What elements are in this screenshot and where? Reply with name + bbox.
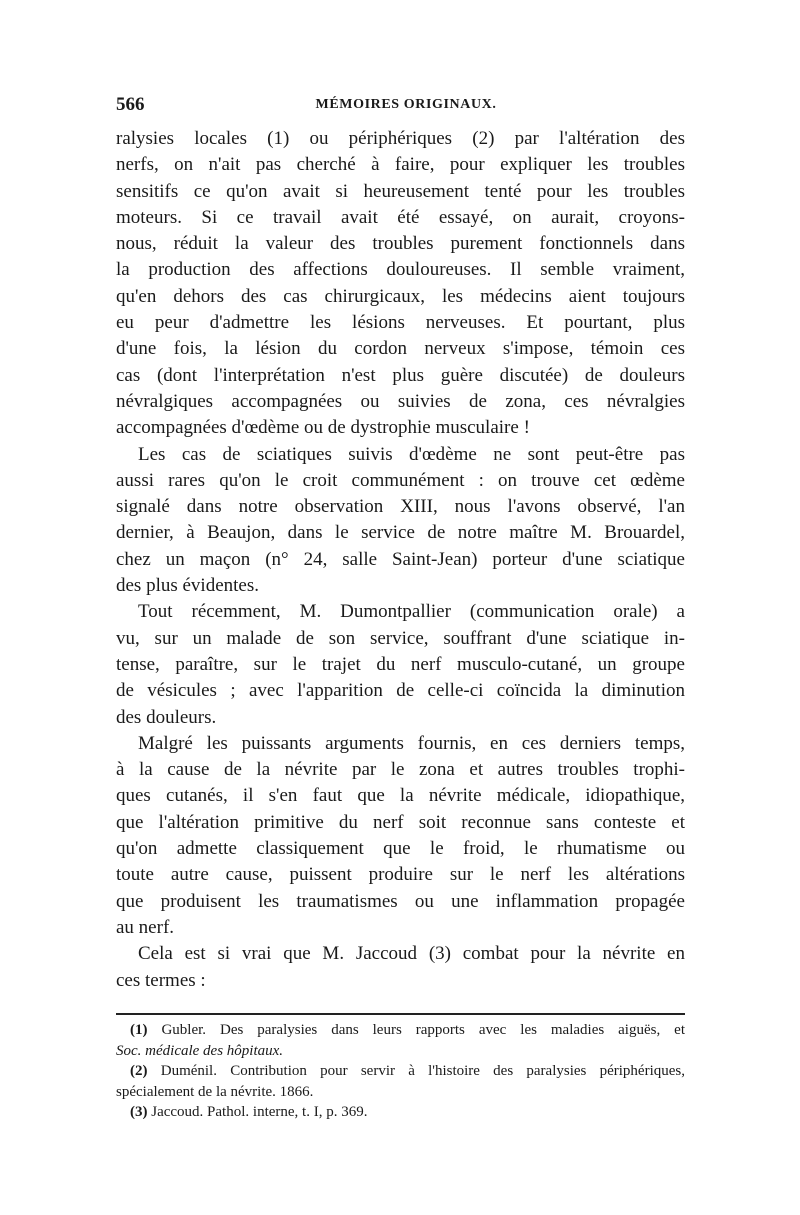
footnote-number: (1)	[130, 1022, 148, 1038]
text-line: névralgiques accompagnées ou suivies de zona, ces névralgies	[116, 390, 685, 412]
text-line: nerfs, on n'ait pas cherché à faire, pour expliquer les troubles	[116, 154, 685, 176]
text-line: au nerf.	[116, 916, 175, 938]
text-line: d'une fois, la lésion du cordon nerveux s'impose, témoin ces	[116, 338, 685, 360]
paragraph-start: Les cas de sciatiques suivis d'œdème ne sont peut-être pas	[138, 443, 685, 465]
text-line: moteurs. Si ce travail avait été essayé, on aurait, croyons-	[116, 206, 685, 228]
footnote-2-continued: spécialement de la névrite. 1866.	[116, 1083, 314, 1100]
text-line: signalé dans notre observation XIII, nous l'avons observé, l'an	[116, 496, 685, 518]
text-line: qu'en dehors des cas chirurgicaux, les médecins aient toujours	[116, 285, 685, 307]
text-line: des douleurs.	[116, 706, 217, 728]
text-line: qu'on admette classiquement que le froid, le rhumatisme ou	[116, 838, 685, 860]
footnote-number: (3)	[130, 1104, 148, 1120]
text-line: à la cause de la névrite par le zona et autres troubles trophi-	[116, 759, 685, 781]
text-line: ques cutanés, il s'en faut que la névrite médicale, idiopathique,	[116, 785, 685, 807]
text-line: accompagnées d'œdème ou de dystrophie musculaire !	[116, 417, 530, 439]
text-line: nous, réduit la valeur des troubles purement fonctionnels dans	[116, 233, 685, 255]
text-line: eu peur d'admettre les lésions nerveuses. Et pourtant, plus	[116, 312, 685, 334]
body-text	[116, 126, 685, 994]
text-line: que l'altération primitive du nerf soit reconnue sans conteste et	[116, 811, 685, 833]
footnote-text: Duménil. Contribution pour servir à l'histoire des paralysies périphériques,	[160, 1063, 685, 1079]
footnotes	[116, 1020, 685, 1123]
text-line: que produisent les traumatismes ou une inflammation propagée	[116, 890, 685, 912]
text-line: ces termes :	[116, 969, 206, 991]
text-line: sensitifs ce qu'on avait si heureusement tenté pour les troubles	[116, 180, 685, 202]
footnote-2	[116, 1061, 685, 1082]
text-line: la production des affections douloureuses. Il semble vraiment,	[116, 259, 685, 281]
footnote-text: Gubler. Des paralysies dans leurs rapports avec les maladies aiguës, et	[161, 1022, 686, 1038]
footnote-1-continued	[116, 1041, 685, 1062]
text-line: ralysies locales (1) ou périphériques (2) par l'altération des	[116, 128, 685, 149]
text-line: dernier, à Beaujon, dans le service de notre maître M. Brouardel,	[116, 522, 685, 544]
paragraph-start: Malgré les puissants arguments fournis, en ces derniers temps,	[138, 732, 685, 754]
footnote-text: Jaccoud. Pathol. interne, t. I, p. 369.	[151, 1104, 368, 1120]
text-line: vu, sur un malade de son service, souffrant d'une sciatique in-	[116, 627, 685, 649]
paragraph-start: Cela est si vrai que M. Jaccoud (3) combat pour la névrite en	[138, 943, 685, 965]
text-line: chez un maçon (n° 24, salle Saint-Jean) porteur d'une sciatique	[116, 548, 685, 570]
page-header	[116, 94, 696, 118]
text-line: toute autre cause, puissent produire sur le nerf les altérations	[116, 864, 685, 886]
running-title: MÉMOIRES ORIGINAUX.	[315, 97, 497, 112]
page-number: 566	[116, 94, 145, 115]
text-line: tense, paraître, sur le trajet du nerf musculo-cutané, un groupe	[116, 653, 685, 675]
text-line: de vésicules ; avec l'apparition de celle-ci coïncida la diminution	[116, 680, 685, 702]
footnote-text: Soc. médicale des hôpitaux.	[116, 1042, 284, 1059]
text-line: cas (dont l'interprétation n'est plus guère discutée) de douleurs	[116, 364, 685, 386]
footnote-number: (2)	[130, 1063, 148, 1079]
text-line: aussi rares qu'on le croit communément : on trouve cet œdème	[116, 469, 685, 491]
text-line: des plus évidentes.	[116, 575, 260, 597]
footnote-1	[116, 1020, 685, 1041]
footnote-3	[116, 1102, 685, 1123]
paragraph-start: Tout récemment, M. Dumontpallier (communication orale) a	[138, 601, 685, 623]
footnote-divider	[116, 1013, 685, 1015]
